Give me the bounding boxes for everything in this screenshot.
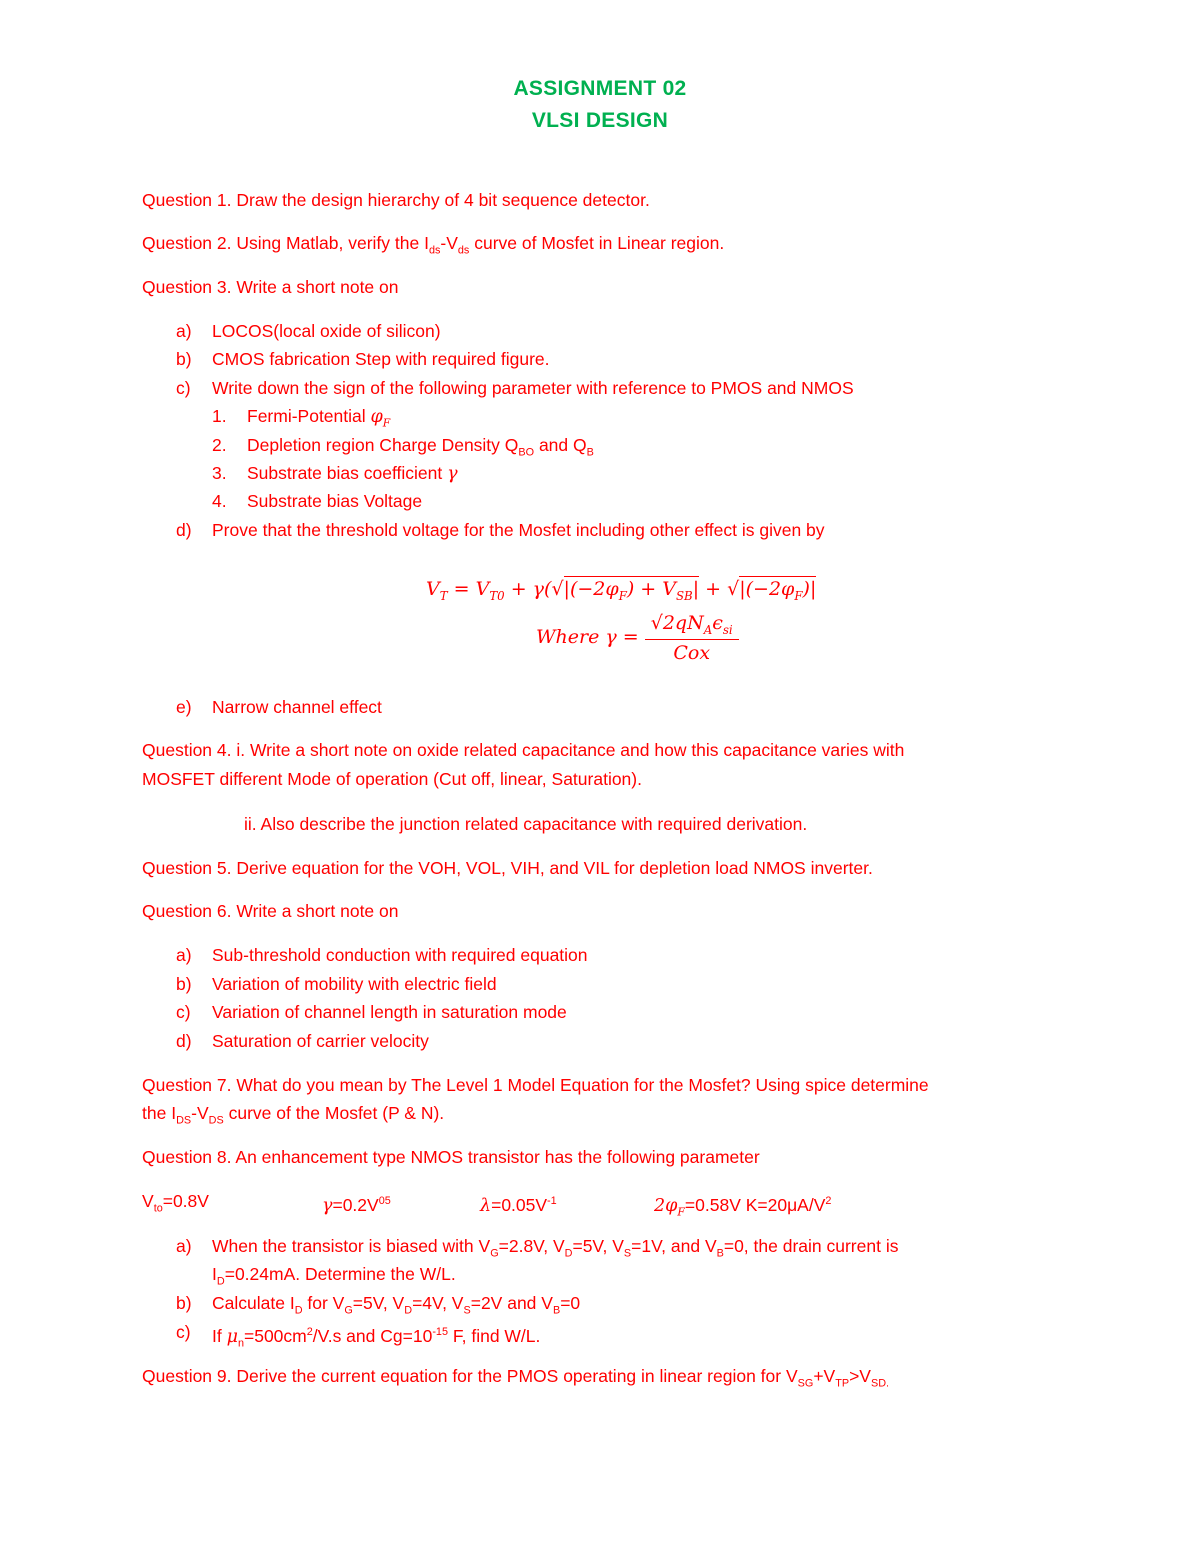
sublist-item: Substrate bias Voltage bbox=[247, 491, 423, 511]
question-3: Question 3. Write a short note on bbox=[142, 277, 399, 297]
list-item-continued: $I_D=0.24mA$. Determine the W/L. bbox=[212, 1264, 456, 1288]
list-item: CMOS fabrication Step with required figure. bbox=[212, 349, 550, 369]
list-item: Saturation of carrier velocity bbox=[212, 1031, 429, 1051]
question-label: Question 4 bbox=[142, 740, 227, 760]
question-label: Question 3 bbox=[142, 277, 227, 297]
assignment-title: ASSIGNMENT 02 bbox=[513, 77, 687, 100]
question-4: Question 4. i. Write a short note on oxide related capacitance and how this capacitance varies with bbox=[142, 740, 905, 760]
sublist-marker: 2. bbox=[212, 435, 227, 455]
gamma-equation: Where γ = $\frac{√2qN_A\epsilon_{si}}{\text{Cox}}$ bbox=[536, 612, 739, 664]
list-item: Calculate $I_D$ for $V_G=5V$, $V_D=4V$, $V_S=2V$ and $V_B=0$ bbox=[212, 1293, 581, 1317]
threshold-voltage-equation: $V_T = V_{T0} + \gamma(√|(-2\varphi_F) + V_{SB}| + √|(-2\varphi_F)|$ bbox=[426, 578, 817, 603]
question-5: Question 5. Derive equation for the VOH, VOL, VIH, and VIL for depletion load NMOS inverter. bbox=[142, 858, 873, 878]
sublist-item: Fermi-Potential $\varphi_F$ bbox=[247, 406, 391, 430]
param-gamma: $\gamma=0.2V^{05}$ bbox=[322, 1194, 391, 1216]
list-item: Variation of mobility with electric field bbox=[212, 974, 497, 994]
param-fermi-k: $2\varphi_F=0.58V$ $K=20\mu A/V^2$ bbox=[654, 1194, 832, 1219]
question-label: Question 7 bbox=[142, 1075, 227, 1095]
question-4-part-ii: ii. Also describe the junction related capacitance with required derivation. bbox=[244, 814, 808, 834]
question-label: Question 6 bbox=[142, 901, 227, 921]
question-label: Question 1 bbox=[142, 190, 227, 210]
sublist-marker: 3. bbox=[212, 463, 227, 483]
list-item: Sub-threshold conduction with required equation bbox=[212, 945, 588, 965]
question-8: Question 8. An enhancement type NMOS transistor has the following parameter bbox=[142, 1147, 760, 1167]
param-vto: $V_{to}=0.8V$ bbox=[142, 1191, 209, 1215]
subject-title: VLSI DESIGN bbox=[531, 109, 669, 132]
list-item-marker: d) bbox=[176, 1031, 192, 1051]
list-item-marker: a) bbox=[176, 321, 192, 341]
question-4-continued: MOSFET different Mode of operation (Cut off, linear, Saturation). bbox=[142, 769, 642, 789]
question-2: Question 2. Using Matlab, verify the $I_{ds}-V_{ds}$ curve of Mosfet in Linear region. bbox=[142, 233, 725, 257]
question-label: Question 5 bbox=[142, 858, 227, 878]
list-item-marker: c) bbox=[176, 1322, 191, 1342]
list-item-marker: c) bbox=[176, 378, 191, 398]
list-item: Variation of channel length in saturation mode bbox=[212, 1002, 567, 1022]
list-item-marker: a) bbox=[176, 945, 192, 965]
question-label: Question 2 bbox=[142, 233, 227, 253]
list-item-marker: b) bbox=[176, 349, 192, 369]
list-item: Prove that the threshold voltage for the Mosfet including other effect is given by bbox=[212, 520, 825, 540]
list-item-marker: b) bbox=[176, 974, 192, 994]
question-6: Question 6. Write a short note on bbox=[142, 901, 399, 921]
list-item: When the transistor is biased with $V_G=2.8V$, $V_D=5V$, $V_S=1V$, and $V_B=0$, the drain current is bbox=[212, 1236, 899, 1260]
question-7: Question 7. What do you mean by The Level 1 Model Equation for the Mosfet? Using spice determine bbox=[142, 1075, 929, 1095]
sublist-marker: 1. bbox=[212, 406, 227, 426]
list-item-marker: a) bbox=[176, 1236, 192, 1256]
list-item: Narrow channel effect bbox=[212, 697, 382, 717]
sublist-item: Substrate bias coefficient γ bbox=[247, 463, 458, 484]
sublist-item: Depletion region Charge Density $Q_{BO}$ and $Q_B$ bbox=[247, 435, 594, 459]
list-item-marker: c) bbox=[176, 1002, 191, 1022]
question-label: Question 8 bbox=[142, 1147, 227, 1167]
list-item-marker: b) bbox=[176, 1293, 192, 1313]
param-lambda: $\lambda=0.05V^{-1}$ bbox=[480, 1194, 557, 1216]
question-9: Question 9. Derive the current equation for the PMOS operating in linear region for $V_{SG}+V_{TP}>V_{SD.}$ bbox=[142, 1366, 890, 1390]
list-item: LOCOS(local oxide of silicon) bbox=[212, 321, 441, 341]
list-item: If $\mu_n=500cm^2/V.s$ and $Cg=10^{-15}$ F, find W/L. bbox=[212, 1325, 541, 1350]
sublist-marker: 4. bbox=[212, 491, 227, 511]
question-1 bbox=[142, 189, 650, 211]
question-label: Question 9 bbox=[142, 1366, 227, 1386]
list-item-marker: e) bbox=[176, 697, 192, 717]
question-7-continued: the $I_{DS}-V_{DS}$ curve of the Mosfet (P & N). bbox=[142, 1103, 445, 1127]
list-item: Write down the sign of the following parameter with reference to PMOS and NMOS bbox=[212, 378, 854, 398]
question-text: . Draw the design hierarchy of 4 bit sequence detector. bbox=[226, 190, 650, 210]
list-item-marker: d) bbox=[176, 520, 192, 540]
